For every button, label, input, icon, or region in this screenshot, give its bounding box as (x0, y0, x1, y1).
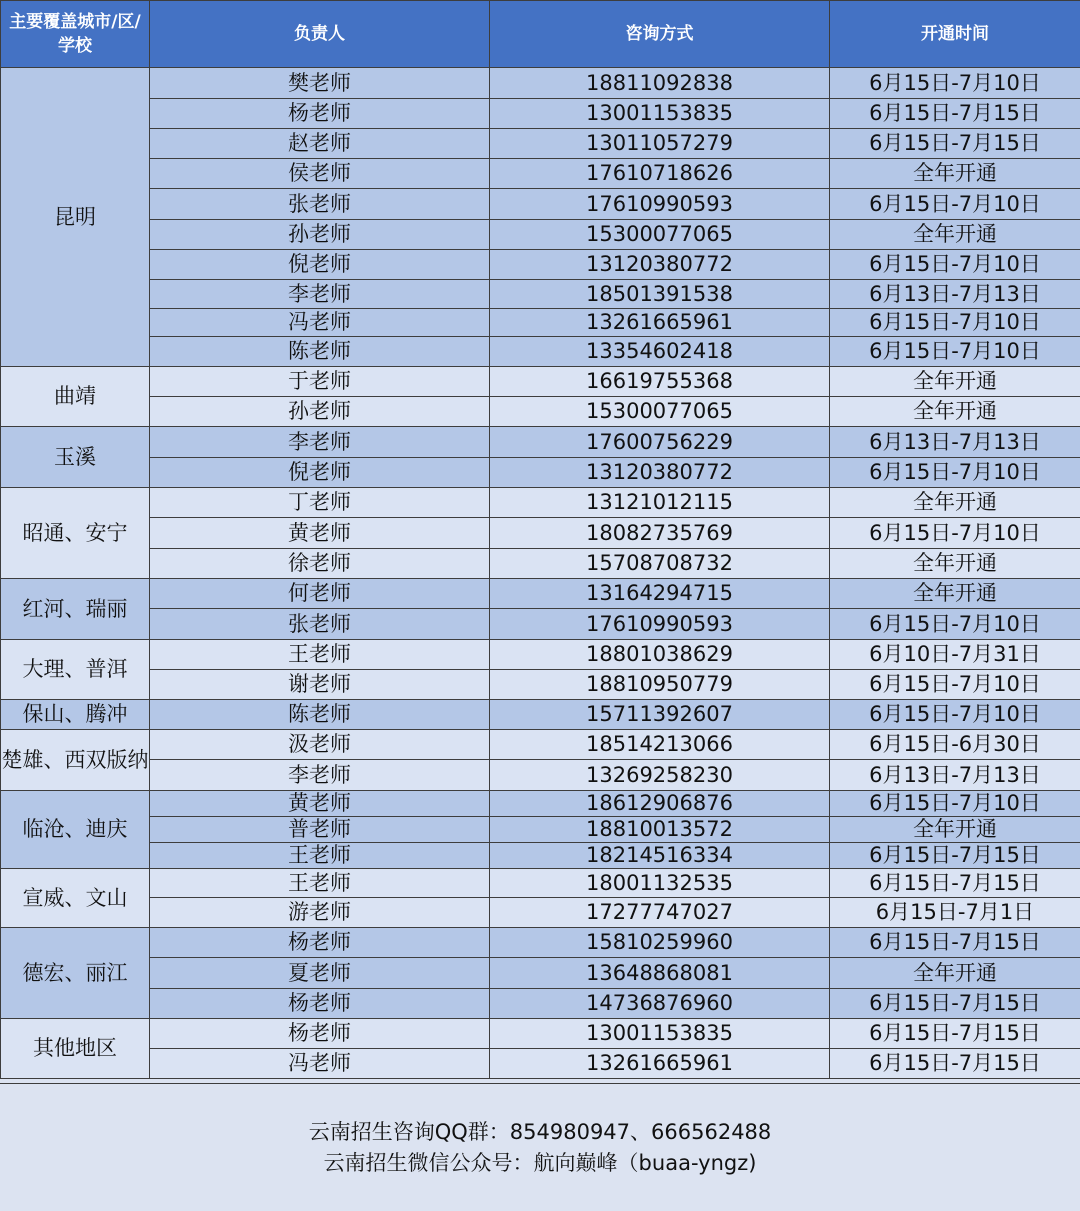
person-cell: 李老师 (150, 760, 490, 791)
person-cell: 王老师 (150, 843, 490, 869)
phone-cell: 17610718626 (490, 159, 830, 189)
table-row (1, 367, 1080, 397)
phone-cell: 18612906876 (490, 791, 830, 817)
time-cell: 全年开通 (830, 220, 1080, 250)
person-cell: 汲老师 (150, 730, 490, 760)
phone-cell: 18214516334 (490, 843, 830, 869)
region-cell: 曲靖 (1, 367, 150, 427)
table-row (1, 928, 1080, 958)
time-cell: 全年开通 (830, 958, 1080, 989)
time-cell: 6月15日-7月10日 (830, 700, 1080, 730)
table-row (1, 68, 1080, 99)
phone-cell: 15708708732 (490, 549, 830, 579)
person-cell: 张老师 (150, 609, 490, 640)
time-cell: 6月15日-7月15日 (830, 129, 1080, 159)
table-row (1, 309, 1080, 337)
person-cell: 陈老师 (150, 700, 490, 730)
phone-cell: 18001132535 (490, 869, 830, 898)
phone-cell: 17610990593 (490, 609, 830, 640)
phone-cell: 18810950779 (490, 670, 830, 700)
person-cell: 倪老师 (150, 250, 490, 280)
phone-cell: 13648868081 (490, 958, 830, 989)
table-row (1, 250, 1080, 280)
person-cell: 李老师 (150, 427, 490, 458)
person-cell: 杨老师 (150, 928, 490, 958)
table-row (1, 189, 1080, 220)
table-row (1, 549, 1080, 579)
table-row (1, 843, 1080, 869)
person-cell: 杨老师 (150, 989, 490, 1019)
time-cell: 全年开通 (830, 159, 1080, 189)
region-cell: 昭通、安宁 (1, 488, 150, 579)
header-region: 主要覆盖城市/区/学校 (1, 1, 150, 68)
region-cell: 临沧、迪庆 (1, 791, 150, 869)
table-row (1, 670, 1080, 700)
phone-cell: 17600756229 (490, 427, 830, 458)
table-row (1, 518, 1080, 549)
person-cell: 何老师 (150, 579, 490, 609)
region-cell: 玉溪 (1, 427, 150, 488)
person-cell: 黄老师 (150, 791, 490, 817)
person-cell: 于老师 (150, 367, 490, 397)
table-row (1, 427, 1080, 458)
person-cell: 孙老师 (150, 220, 490, 250)
region-cell: 大理、普洱 (1, 640, 150, 700)
person-cell: 冯老师 (150, 309, 490, 337)
time-cell: 6月15日-7月10日 (830, 791, 1080, 817)
header-person: 负责人 (150, 1, 490, 68)
table-row (1, 99, 1080, 129)
time-cell: 6月15日-7月1日 (830, 898, 1080, 928)
phone-cell: 18082735769 (490, 518, 830, 549)
time-cell: 6月15日-7月15日 (830, 869, 1080, 898)
phone-cell: 13269258230 (490, 760, 830, 791)
table-row (1, 730, 1080, 760)
header-time: 开通时间 (830, 1, 1080, 68)
phone-cell: 14736876960 (490, 989, 830, 1019)
table-row (1, 609, 1080, 640)
person-cell: 侯老师 (150, 159, 490, 189)
phone-cell: 18810013572 (490, 817, 830, 843)
table-row (1, 397, 1080, 427)
phone-cell: 13011057279 (490, 129, 830, 159)
person-cell: 杨老师 (150, 1019, 490, 1049)
wechat-account-line: 云南招生微信公众号：航向巅峰（buaa-yngz) (323, 1150, 757, 1175)
table-row (1, 337, 1080, 367)
table-header (1, 1, 1080, 68)
table-row (1, 989, 1080, 1019)
time-cell: 全年开通 (830, 367, 1080, 397)
person-cell: 王老师 (150, 869, 490, 898)
table-row (1, 958, 1080, 989)
phone-cell: 18501391538 (490, 280, 830, 309)
table-row (1, 700, 1080, 730)
phone-cell: 13120380772 (490, 458, 830, 488)
time-cell: 6月15日-7月10日 (830, 309, 1080, 337)
person-cell: 孙老师 (150, 397, 490, 427)
phone-cell: 15300077065 (490, 397, 830, 427)
phone-cell: 16619755368 (490, 367, 830, 397)
person-cell: 李老师 (150, 280, 490, 309)
time-cell: 全年开通 (830, 488, 1080, 518)
phone-cell: 17277747027 (490, 898, 830, 928)
footer-note (0, 1083, 1080, 1211)
table-row (1, 640, 1080, 670)
region-cell: 德宏、丽江 (1, 928, 150, 1019)
phone-cell: 17610990593 (490, 189, 830, 220)
person-cell: 冯老师 (150, 1049, 490, 1079)
table-row (1, 129, 1080, 159)
person-cell: 夏老师 (150, 958, 490, 989)
time-cell: 全年开通 (830, 397, 1080, 427)
phone-cell: 15810259960 (490, 928, 830, 958)
region-cell: 楚雄、西双版纳 (1, 730, 150, 791)
person-cell: 丁老师 (150, 488, 490, 518)
time-cell: 6月15日-7月15日 (830, 928, 1080, 958)
table-row (1, 1049, 1080, 1079)
table-row (1, 488, 1080, 518)
time-cell: 全年开通 (830, 549, 1080, 579)
time-cell: 6月15日-7月10日 (830, 458, 1080, 488)
time-cell: 6月15日-7月10日 (830, 518, 1080, 549)
person-cell: 樊老师 (150, 68, 490, 99)
time-cell: 6月10日-7月31日 (830, 640, 1080, 670)
person-cell: 张老师 (150, 189, 490, 220)
phone-cell: 18514213066 (490, 730, 830, 760)
table-row (1, 280, 1080, 309)
time-cell: 6月13日-7月13日 (830, 760, 1080, 791)
table-row (1, 898, 1080, 928)
phone-cell: 13261665961 (490, 309, 830, 337)
time-cell: 6月15日-7月10日 (830, 609, 1080, 640)
time-cell: 6月15日-7月15日 (830, 99, 1080, 129)
person-cell: 杨老师 (150, 99, 490, 129)
time-cell: 6月15日-7月15日 (830, 1019, 1080, 1049)
table-row (1, 458, 1080, 488)
table-row (1, 791, 1080, 817)
time-cell: 6月15日-7月15日 (830, 989, 1080, 1019)
region-cell: 宣威、文山 (1, 869, 150, 928)
time-cell: 6月15日-7月10日 (830, 337, 1080, 367)
time-cell: 6月15日-7月15日 (830, 1049, 1080, 1079)
table-body (1, 68, 1080, 1079)
time-cell: 6月15日-7月10日 (830, 250, 1080, 280)
person-cell: 谢老师 (150, 670, 490, 700)
table-row (1, 1019, 1080, 1049)
phone-cell: 13261665961 (490, 1049, 830, 1079)
table-row (1, 869, 1080, 898)
time-cell: 6月15日-7月10日 (830, 68, 1080, 99)
region-cell: 其他地区 (1, 1019, 150, 1079)
table-row (1, 579, 1080, 609)
person-cell: 普老师 (150, 817, 490, 843)
table-row (1, 760, 1080, 791)
time-cell: 6月15日-7月15日 (830, 843, 1080, 869)
person-cell: 游老师 (150, 898, 490, 928)
phone-cell: 13354602418 (490, 337, 830, 367)
person-cell: 黄老师 (150, 518, 490, 549)
phone-cell: 13001153835 (490, 99, 830, 129)
time-cell: 6月13日-7月13日 (830, 427, 1080, 458)
time-cell: 6月15日-7月10日 (830, 189, 1080, 220)
phone-cell: 15711392607 (490, 700, 830, 730)
person-cell: 赵老师 (150, 129, 490, 159)
person-cell: 倪老师 (150, 458, 490, 488)
table-row (1, 220, 1080, 250)
person-cell: 陈老师 (150, 337, 490, 367)
table-row (1, 817, 1080, 843)
time-cell: 6月15日-6月30日 (830, 730, 1080, 760)
qq-group-line: 云南招生咨询QQ群：854980947、666562488 (308, 1119, 772, 1144)
table-row (1, 159, 1080, 189)
phone-cell: 13164294715 (490, 579, 830, 609)
phone-cell: 18801038629 (490, 640, 830, 670)
phone-cell: 13001153835 (490, 1019, 830, 1049)
time-cell: 6月13日-7月13日 (830, 280, 1080, 309)
phone-cell: 13121012115 (490, 488, 830, 518)
phone-cell: 13120380772 (490, 250, 830, 280)
region-cell: 昆明 (1, 68, 150, 367)
time-cell: 全年开通 (830, 579, 1080, 609)
person-cell: 徐老师 (150, 549, 490, 579)
region-cell: 红河、瑞丽 (1, 579, 150, 640)
region-cell: 保山、腾冲 (1, 700, 150, 730)
phone-cell: 15300077065 (490, 220, 830, 250)
time-cell: 6月15日-7月10日 (830, 670, 1080, 700)
header-contact: 咨询方式 (490, 1, 830, 68)
person-cell: 王老师 (150, 640, 490, 670)
time-cell: 全年开通 (830, 817, 1080, 843)
phone-cell: 18811092838 (490, 68, 830, 99)
